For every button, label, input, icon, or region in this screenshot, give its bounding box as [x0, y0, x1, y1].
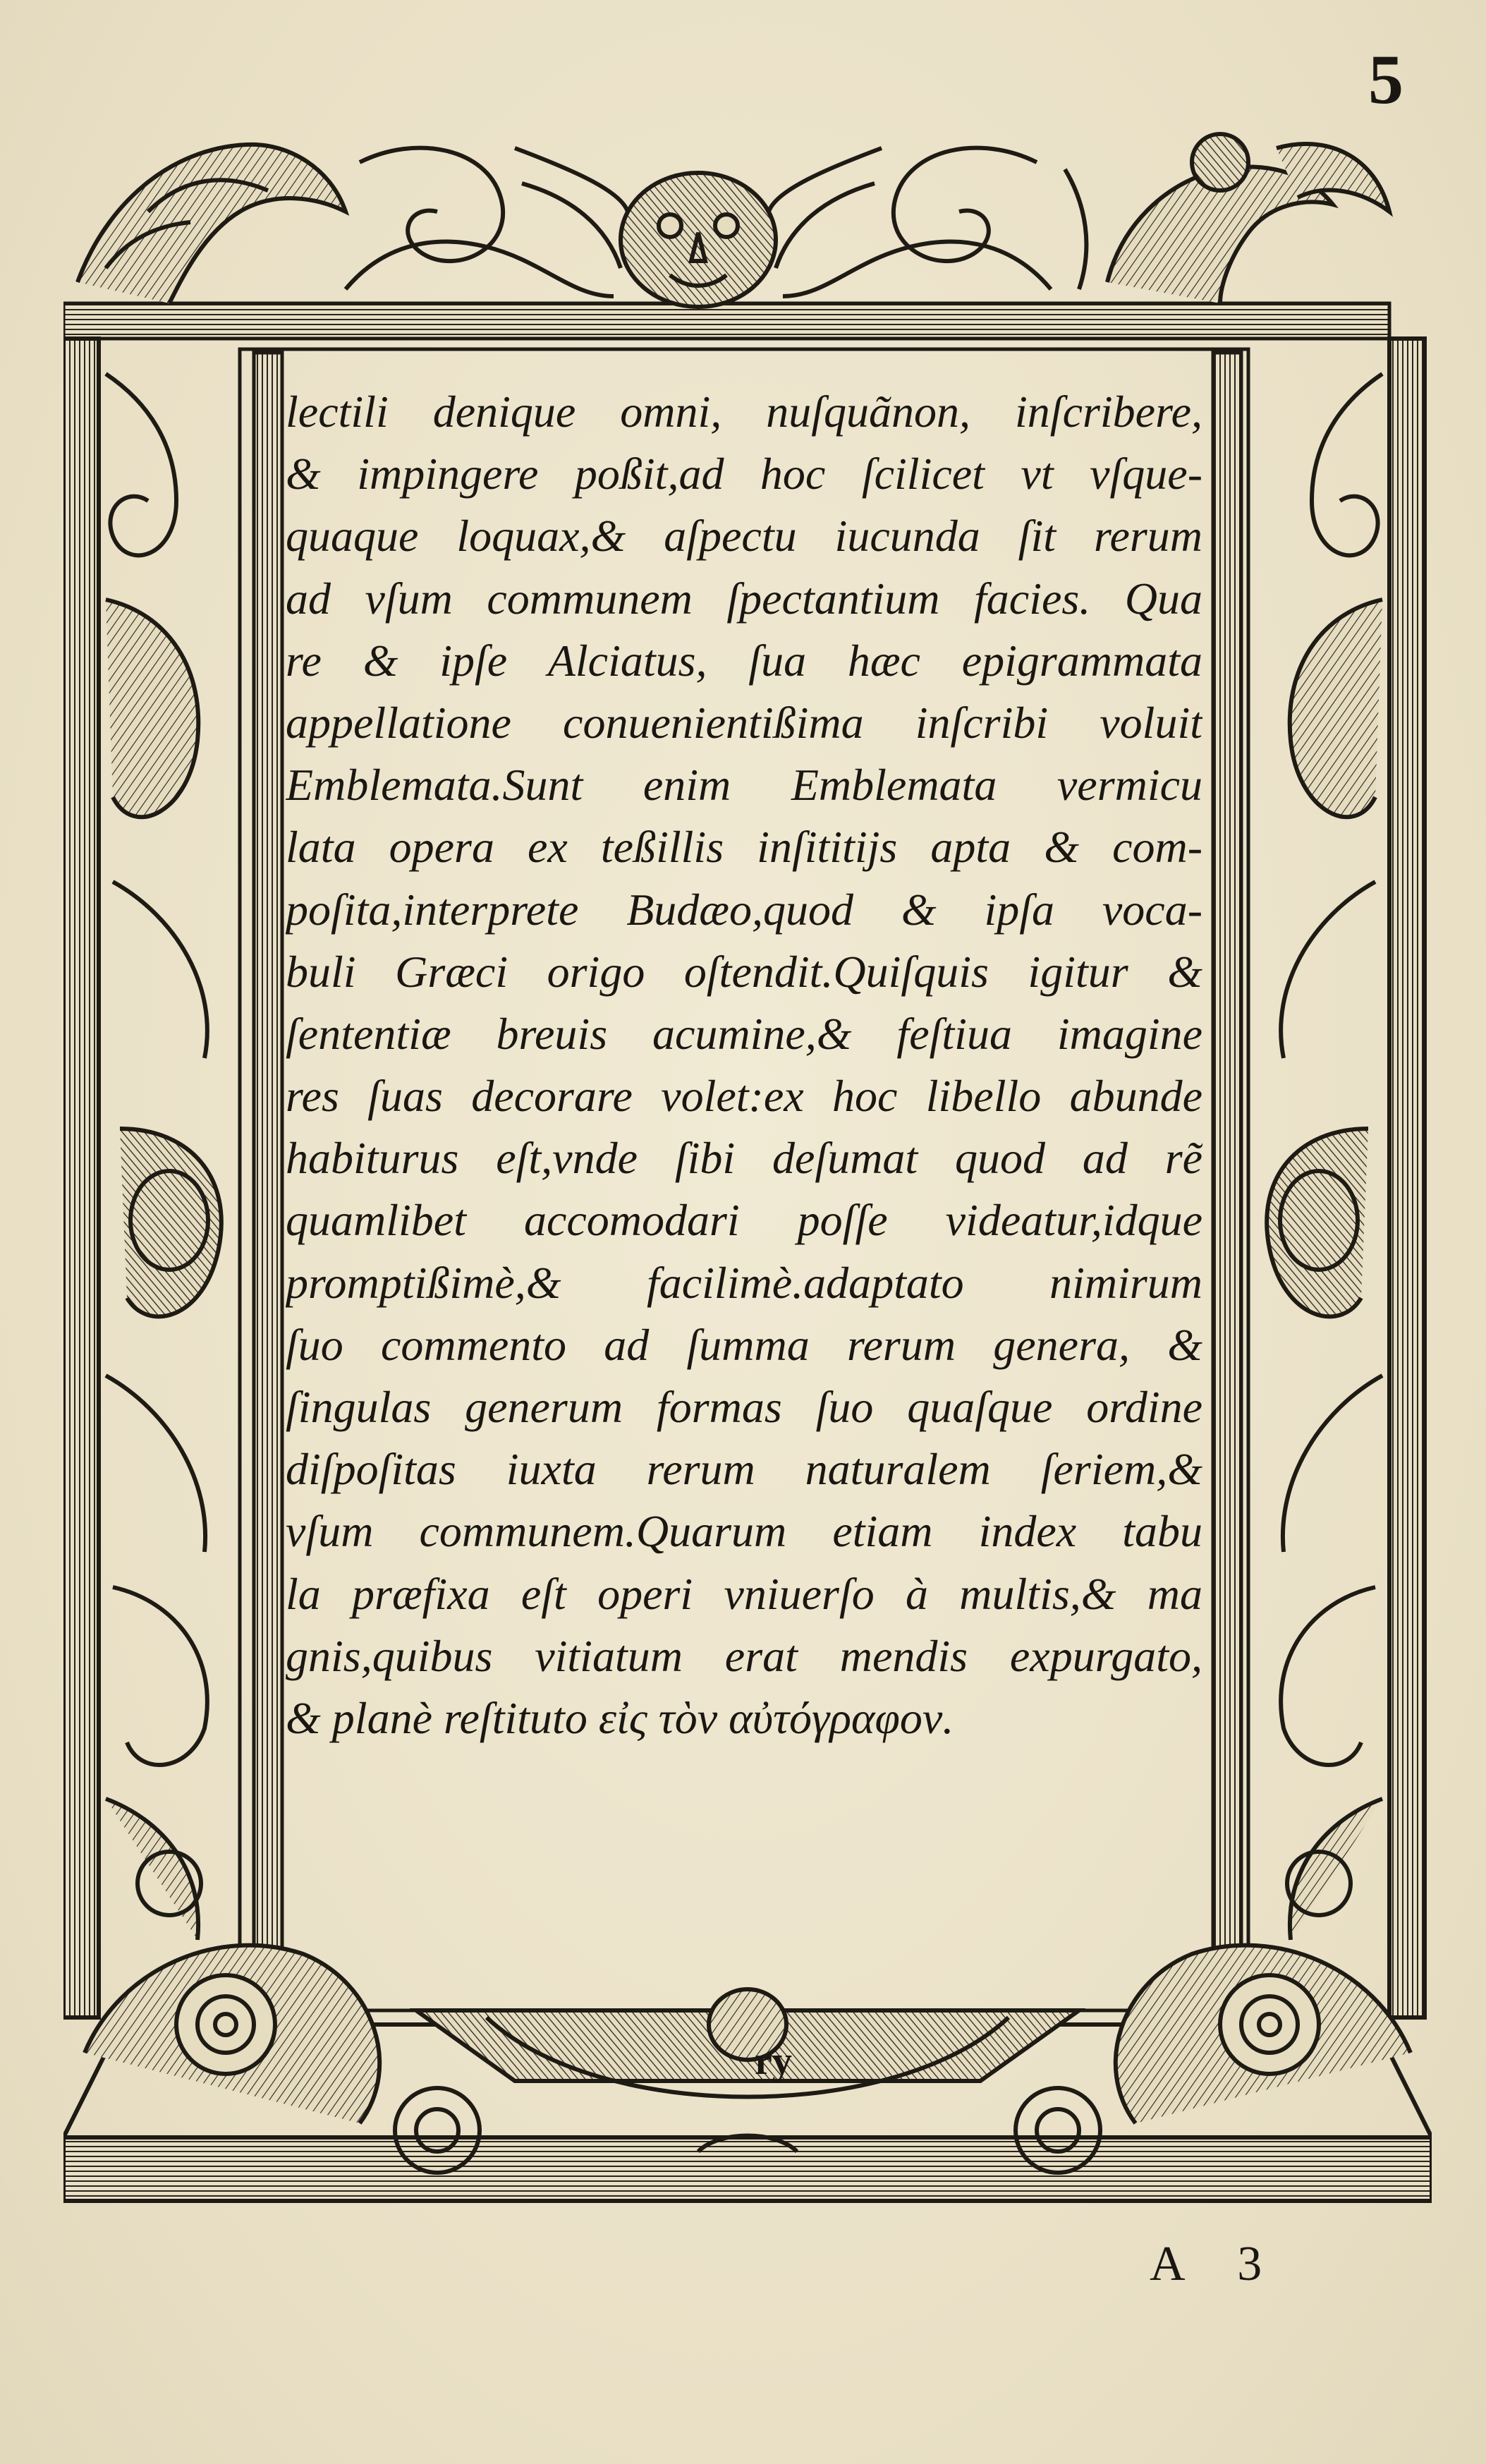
- text-line: quaque loquax,& aſpectu iucunda ſit rerum: [286, 511, 1202, 562]
- text-line: ſuo commento ad ſumma rerum genera, &: [286, 1319, 1202, 1370]
- bottom-frieze: [63, 1946, 1432, 2201]
- text-line: buli Græci origo oſtendit.Quiſquis igitur &: [286, 946, 1202, 997]
- text-line: lectili denique omni, nuſquãnon, inſcribere,: [286, 387, 1202, 437]
- winged-cherub-icon: [1107, 134, 1389, 303]
- text-line: promptißimè,& facilimè.adaptato nimirum: [286, 1257, 1202, 1308]
- text-line: Emblemata.Sunt enim Emblemata vermicu: [286, 760, 1202, 811]
- left-pilaster: [63, 339, 282, 2017]
- grotesque-mask-icon: [621, 173, 776, 307]
- text-line: ad vſum communem ſpectantium facies. Qua: [286, 573, 1202, 624]
- text-line: ſingulas generum formas ſuo quaſque ordine: [286, 1382, 1202, 1432]
- text-line: la præfixa eſt operi vniuerſo à multis,& ma: [286, 1568, 1202, 1619]
- top-frieze: [63, 134, 1389, 339]
- text-line: poſita,interprete Budæo,quod & ipſa voca-: [286, 884, 1202, 935]
- text-line: re & ipſe Alciatus, ſua hæc epigrammata: [286, 635, 1202, 686]
- text-line: vſum communem.Quarum etiam index tabu: [286, 1506, 1202, 1557]
- text-line: habiturus eſt,vnde ſibi deſumat quod ad rẽ: [286, 1133, 1202, 1184]
- right-pilaster: [1213, 339, 1425, 2017]
- signature-mark: A 3: [1150, 2237, 1284, 2291]
- text-line: appellatione conuenientißima inſcribi voluit: [286, 697, 1202, 748]
- catchword: ry: [755, 2039, 792, 2083]
- body-text: [286, 381, 1202, 1862]
- text-line: res ſuas decorare volet:ex hoc libello abunde: [286, 1071, 1202, 1122]
- text-line: diſpoſitas iuxta rerum naturalem ſeriem,&: [286, 1444, 1202, 1495]
- text-line: gnis,quibus vitiatum erat mendis expurgato,: [286, 1630, 1202, 1681]
- text-line: quamlibet accomodari poſſe videatur,idque: [286, 1195, 1202, 1246]
- text-line: lata opera ex teßillis inſititijs apta & com-: [286, 822, 1202, 873]
- page-number: 5: [1368, 40, 1403, 119]
- text-line: & impingere poßit,ad hoc ſcilicet vt vſque-: [286, 449, 1202, 499]
- text-line: ſententiæ breuis acumine,& feſtiua imagine: [286, 1008, 1202, 1059]
- text-line: & planè reſtituto εἰς τὸν αὐτόγραφον.: [286, 1692, 954, 1743]
